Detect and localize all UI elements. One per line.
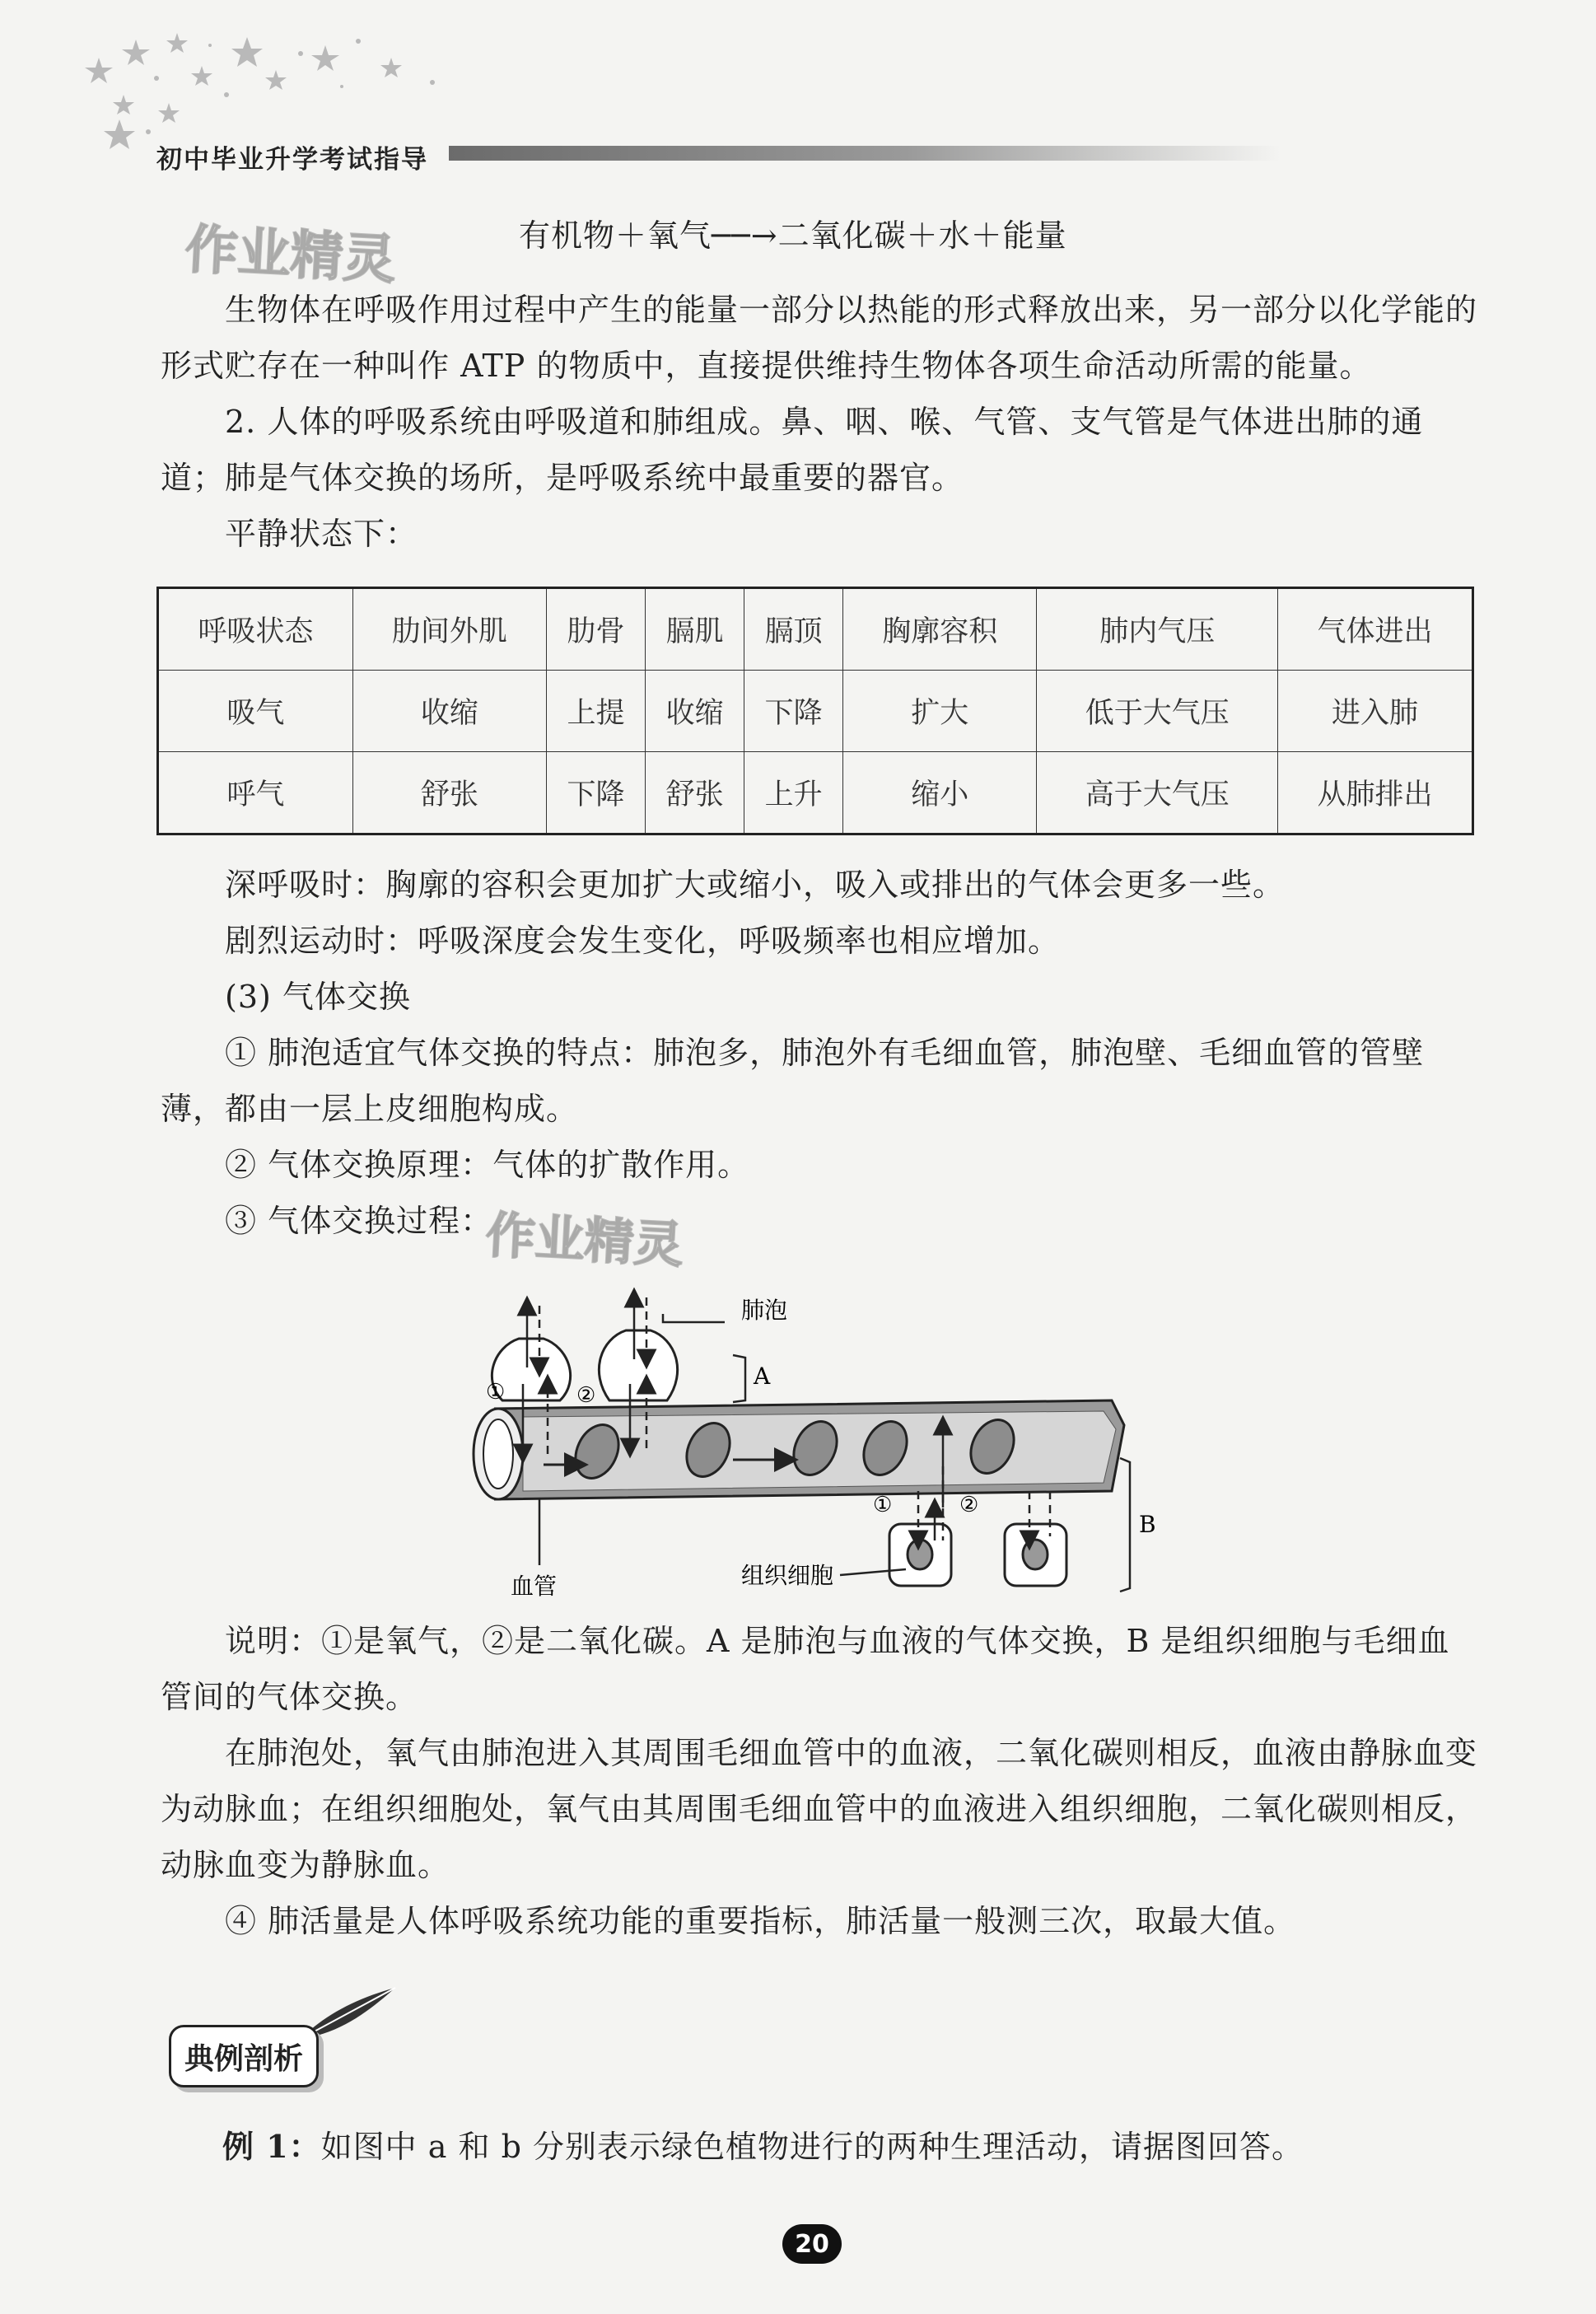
table-header-cell: 膈顶 bbox=[744, 588, 843, 671]
example-1 bbox=[222, 2119, 1540, 2175]
header-rule bbox=[449, 146, 1281, 161]
gas-exchange-point-1: ① 肺泡适宜气体交换的特点：肺泡多，肺泡外有毛细血管，肺泡壁、毛细血管的管壁薄，都由一层上皮细胞构成。 bbox=[161, 1035, 1425, 1127]
respiration-equation: 有机物＋氧气──→二氧化碳＋水＋能量 bbox=[519, 217, 1067, 254]
table-header-cell: 肋骨 bbox=[547, 588, 646, 671]
table-cell: 收缩 bbox=[646, 671, 744, 752]
header-stars-decoration bbox=[78, 25, 474, 157]
vital-capacity-paragraph: ④ 肺活量是人体呼吸系统功能的重要指标，肺活量一般测三次，取最大值。 bbox=[225, 1903, 1296, 1939]
example-text: 如图中 a 和 b 分别表示绿色植物进行的两种生理活动，请据图回答。 bbox=[320, 2129, 1304, 2165]
alveoli-exchange-paragraph: 在肺泡处，氧气由肺泡进入其周围毛细血管中的血液，二氧化碳则相反，血液由静脉血变为动脉血；在组织细胞处，氧气由其周围毛细血管中的血液进入组织细胞，二氧化碳则相反，动脉血变为静脉血。 bbox=[161, 1735, 1478, 1883]
table-cell: 吸气 bbox=[158, 671, 353, 752]
table-cell: 低于大气压 bbox=[1037, 671, 1278, 752]
table-cell: 呼气 bbox=[158, 752, 353, 834]
vessel-label: 血管 bbox=[511, 1573, 558, 1600]
table-cell: 进入肺 bbox=[1278, 671, 1473, 752]
watermark: 作业精灵 bbox=[484, 1206, 685, 1275]
section-badge: 典例剖析 bbox=[169, 2025, 319, 2087]
deep-breath-paragraph: 深呼吸时：胸廓的容积会更加扩大或缩小，吸入或排出的气体会更多一些。 bbox=[225, 867, 1286, 903]
table-cell: 上升 bbox=[744, 752, 843, 834]
gas-exchange-heading: (3) 气体交换 bbox=[225, 979, 411, 1015]
example-label: 例 1： bbox=[222, 2128, 321, 2165]
table-header-row bbox=[158, 588, 1473, 671]
table-cell: 下降 bbox=[744, 671, 843, 752]
table-cell: 扩大 bbox=[843, 671, 1037, 752]
table-cell: 收缩 bbox=[352, 671, 546, 752]
table-cell: 从肺排出 bbox=[1278, 752, 1473, 834]
table-cell: 缩小 bbox=[843, 752, 1037, 834]
table-header-cell: 膈肌 bbox=[646, 588, 744, 671]
table-header-cell: 呼吸状态 bbox=[158, 588, 353, 671]
table-cell: 高于大气压 bbox=[1037, 752, 1278, 834]
breathing-table bbox=[156, 587, 1474, 835]
table-header-cell: 胸廓容积 bbox=[843, 588, 1037, 671]
tissue-cells bbox=[889, 1524, 1066, 1586]
table-cell: 舒张 bbox=[352, 752, 546, 834]
atp-paragraph: 生物体在呼吸作用过程中产生的能量一部分以热能的形式释放出来，另一部分以化学能的形式贮存在一种叫作 ATP 的物质中，直接提供维持生物体各项生命活动所需的能量。 bbox=[161, 292, 1478, 384]
table-cell: 上提 bbox=[547, 671, 646, 752]
table-header-cell: 气体进出 bbox=[1278, 588, 1473, 671]
gas-exchange-point-3: ③ 气体交换过程： bbox=[225, 1203, 493, 1239]
mark-co2: ② bbox=[576, 1383, 596, 1408]
table-header-cell: 肋间外肌 bbox=[352, 588, 546, 671]
label-a: A bbox=[754, 1363, 771, 1390]
book-title: 初中毕业升学考试指导 bbox=[156, 145, 428, 175]
table-row bbox=[158, 752, 1473, 834]
gas-exchange-point-2: ② 气体交换原理：气体的扩散作用。 bbox=[225, 1147, 750, 1183]
table-row bbox=[158, 671, 1473, 752]
tissue-cell-label: 组织细胞 bbox=[741, 1562, 834, 1589]
table-cell: 舒张 bbox=[646, 752, 744, 834]
mark-oxygen: ① bbox=[486, 1380, 506, 1405]
gas-exchange-diagram bbox=[461, 1260, 1202, 1606]
respiratory-system-paragraph: 2. 人体的呼吸系统由呼吸道和肺组成。鼻、咽、喉、气管、支气管是气体进出肺的通道；肺是气体交换的场所，是呼吸系统中最重要的器官。 bbox=[161, 404, 1424, 496]
diagram-explanation: 说明：①是氧气，②是二氧化碳。A 是肺泡与血液的气体交换，B 是组织细胞与毛细血管间的气体交换。 bbox=[161, 1623, 1450, 1715]
calm-state-label: 平静状态下： bbox=[225, 516, 418, 552]
label-b: B bbox=[1139, 1511, 1156, 1538]
exercise-paragraph: 剧烈运动时：呼吸深度会发生变化，呼吸频率也相应增加。 bbox=[225, 923, 1061, 959]
alveolus-label: 肺泡 bbox=[741, 1297, 788, 1324]
table-header-cell: 肺内气压 bbox=[1037, 588, 1278, 671]
table-cell: 下降 bbox=[547, 752, 646, 834]
mark-oxygen: ① bbox=[873, 1493, 893, 1517]
mark-co2: ② bbox=[959, 1493, 979, 1517]
watermark: 作业精灵 bbox=[183, 219, 398, 292]
page-number: 20 bbox=[782, 2224, 842, 2264]
